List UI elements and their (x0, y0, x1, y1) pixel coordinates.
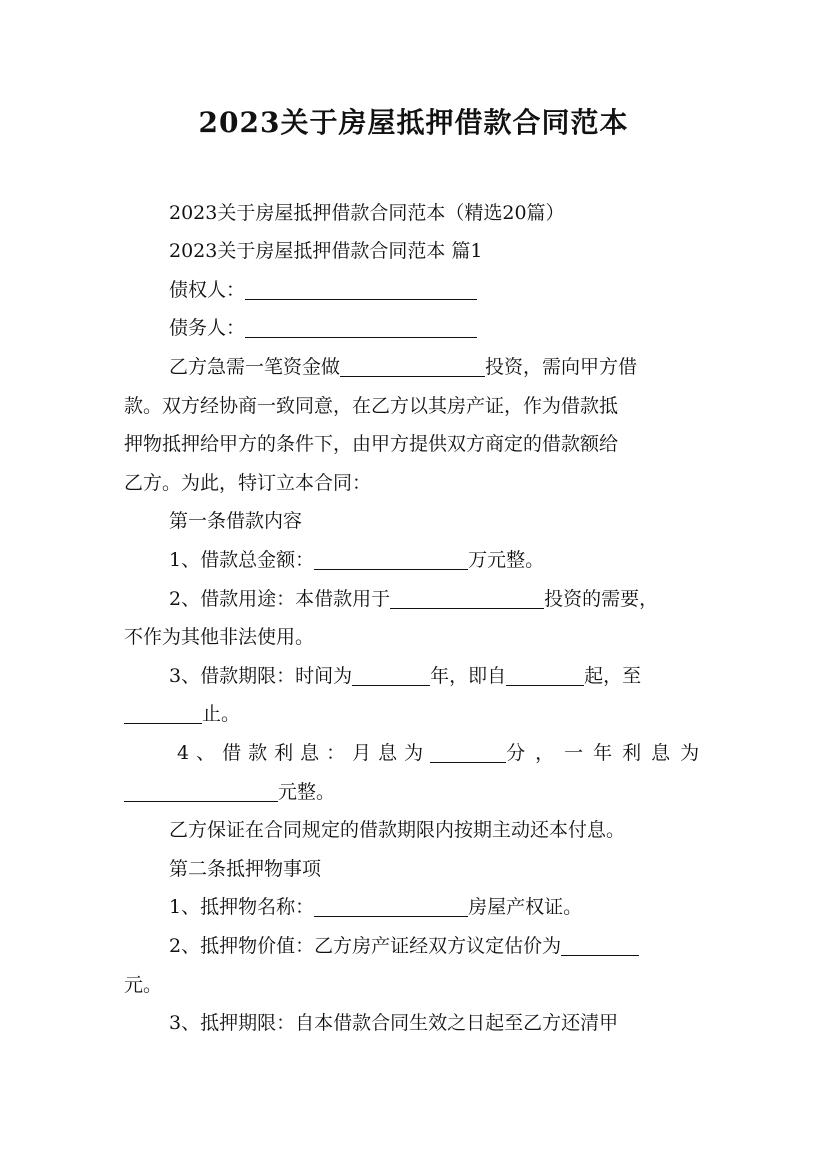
item-text: 房屋产权证。 (468, 896, 583, 918)
article1-item4 (8, 737, 827, 769)
creditor-line (0, 274, 827, 306)
article2-item3: 3、抵押期限：自本借款合同生效之日起至乙方还清甲 (169, 1012, 619, 1034)
document-title: 2023关于房屋抵押借款合同范本 (198, 106, 629, 139)
article1-item3-cont (0, 698, 827, 730)
collateral-name-blank (314, 894, 468, 917)
start-date-blank (506, 663, 584, 686)
debtor-label: 债务人： (169, 317, 246, 339)
item-text: 投资的需要， (544, 588, 659, 610)
debtor-blank (245, 315, 477, 338)
collateral-value-blank (561, 933, 639, 956)
item-text: 3、借款期限：时间为 (169, 665, 353, 687)
end-date-blank (124, 701, 202, 724)
item-text: 元整。 (278, 781, 336, 803)
article1-title: 第一条借款内容 (169, 510, 303, 532)
loan-amount-blank (314, 547, 468, 570)
item-text: 年，即自 (430, 665, 507, 687)
monthly-interest-blank (430, 740, 506, 763)
item-text: 2、借款用途：本借款用于 (169, 588, 391, 610)
item-text: 1、借款总金额： (169, 549, 315, 571)
creditor-label: 债权人： (169, 279, 246, 301)
intro-line-1 (0, 351, 827, 383)
article1-item2-cont: 不作为其他非法使用。 (124, 626, 315, 648)
item-text: 起，至 (584, 665, 642, 687)
item-text: 分，一年利息为 (506, 742, 710, 764)
item-text: 1、抵押物名称： (169, 896, 315, 918)
document-subtitle: 2023关于房屋抵押借款合同范本（精选20篇） (169, 202, 565, 224)
item-text: 2、抵押物价值：乙方房产证经双方议定估价为 (169, 935, 562, 957)
loan-purpose-blank (390, 586, 544, 609)
article1-item4-cont (0, 776, 827, 808)
creditor-blank (245, 277, 477, 300)
term-years-blank (352, 663, 430, 686)
item-text: 止。 (202, 703, 241, 725)
article2-title: 第二条抵押物事项 (169, 858, 322, 880)
item-text: 4、借款利息：月息为 (177, 742, 431, 764)
article1-guarantee: 乙方保证在合同规定的借款期限内按期主动还本付息。 (169, 819, 626, 841)
article2-item2-cont: 元。 (124, 974, 163, 996)
debtor-line (0, 312, 827, 344)
article2-item2 (0, 930, 827, 962)
article2-item1 (0, 891, 827, 923)
investment-blank (340, 354, 485, 377)
annual-interest-blank (124, 779, 278, 802)
article1-item3 (0, 660, 827, 692)
article1-item1 (0, 544, 827, 576)
intro-line-3: 押物抵押给甲方的条件下，由甲方提供双方商定的借款额给 (124, 433, 619, 455)
item-text: 万元整。 (468, 549, 545, 571)
intro-text: 乙方急需一笔资金做 (169, 356, 341, 378)
intro-line-4: 乙方。为此，特订立本合同： (124, 472, 372, 494)
intro-line-2: 款。双方经协商一致同意，在乙方以其房产证，作为借款抵 (124, 395, 619, 417)
article1-item2 (0, 583, 827, 615)
section-heading: 2023关于房屋抵押借款合同范本 篇1 (169, 240, 483, 262)
intro-text: 投资，需向甲方借 (485, 356, 638, 378)
